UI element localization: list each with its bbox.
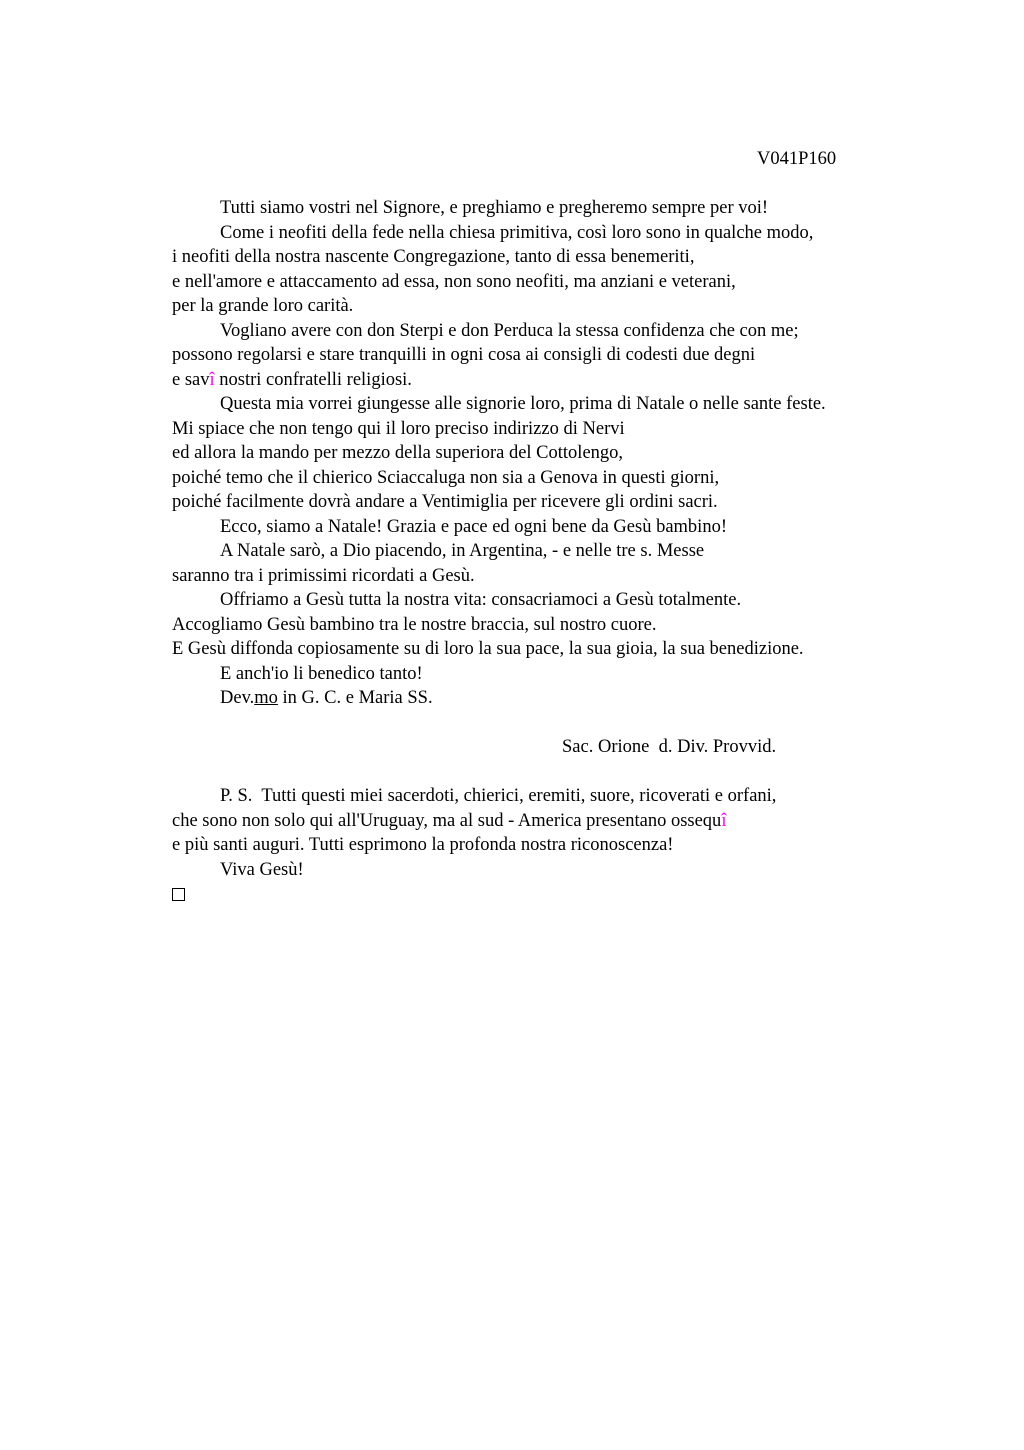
postscript-line-3: e più santi auguri. Tutti esprimono la profonda nostra riconoscenza! — [172, 835, 674, 855]
underlined-abbreviation: mo — [254, 688, 278, 708]
text-fragment: in G. C. e Maria SS. — [277, 688, 433, 708]
paragraph-2-line-2: i neofiti della nostra nascente Congregazione, tanto di essa benemeriti, — [172, 247, 695, 267]
paragraph-4-line-2: Mi spiace che non tengo qui il loro preciso indirizzo di Nervi — [172, 418, 625, 439]
end-box-icon — [172, 888, 185, 901]
highlighted-character: î — [209, 369, 215, 390]
postscript-line-1: P. S. Tutti questi miei sacerdoti, chierici, eremiti, suore, ricoverati e orfani, — [220, 786, 777, 806]
paragraph-6-line-1: A Natale sarò, a Dio piacendo, in Argentina, - e nelle tre s. Messe — [220, 541, 705, 561]
paragraph-7-line-1: Offriamo a Gesù tutta la nostra vita: consacriamoci a Gesù totalmente. — [220, 590, 742, 610]
paragraph-8-line: E anch'io li benedico tanto! — [220, 663, 423, 684]
page-code: V041P160 — [757, 149, 837, 169]
text-fragment: Dev. — [220, 688, 255, 708]
paragraph-7-line-2: Accogliamo Gesù bambino tra le nostre braccia, sul nostro cuore. — [172, 614, 657, 635]
highlighted-character: î — [721, 810, 727, 831]
signature: Sac. Orione d. Div. Provvid. — [562, 737, 777, 757]
end-marker — [172, 882, 972, 907]
letter-body — [172, 196, 972, 907]
paragraph-2-line-4: per la grande loro carità. — [172, 296, 354, 316]
paragraph-4-line-1: Questa mia vorrei giungesse alle signorie loro, prima di Natale o nelle sante feste. — [220, 394, 826, 414]
paragraph-7-line-3: E Gesù diffonda copiosamente su di loro la sua pace, la sua gioia, la sua benedizione. — [172, 639, 804, 659]
text-fragment: che sono non solo qui all'Uruguay, ma al sud - America presentano ossequ — [172, 810, 722, 831]
paragraph-6-line-2: saranno tra i primissimi ricordati a Gesù. — [172, 565, 475, 586]
text-fragment: e sav — [172, 369, 210, 390]
paragraph-5-line: Ecco, siamo a Natale! Grazia e pace ed ogni bene da Gesù bambino! — [220, 516, 727, 537]
text-fragment: nostri confratelli religiosi. — [214, 369, 412, 390]
closing-line — [172, 686, 972, 711]
paragraph-2-line-1: Come i neofiti della fede nella chiesa primitiva, così loro sono in qualche modo, — [220, 222, 814, 243]
paragraph-3-line-3 — [172, 368, 972, 393]
postscript-line-2 — [172, 809, 972, 834]
paragraph-3-line-2: possono regolarsi e stare tranquilli in ogni cosa ai consigli di codesti due degni — [172, 345, 756, 365]
postscript-line-4: Viva Gesù! — [220, 859, 304, 880]
paragraph-2-line-3: e nell'amore e attaccamento ad essa, non sono neofiti, ma anziani e veterani, — [172, 271, 736, 292]
paragraph-3-line-1: Vogliano avere con don Sterpi e don Perduca la stessa confidenza che con me; — [220, 320, 799, 341]
spacer — [172, 711, 972, 736]
paragraph-4-line-5: poiché facilmente dovrà andare a Ventimiglia per ricevere gli ordini sacri. — [172, 492, 718, 512]
paragraph-4-line-4: poiché temo che il chierico Sciaccaluga non sia a Genova in questi giorni, — [172, 467, 720, 488]
spacer — [172, 760, 972, 785]
paragraph-1-line: Tutti siamo vostri nel Signore, e preghiamo e pregheremo sempre per voi! — [220, 198, 769, 218]
paragraph-4-line-3: ed allora la mando per mezzo della superiora del Cottolengo, — [172, 443, 624, 463]
